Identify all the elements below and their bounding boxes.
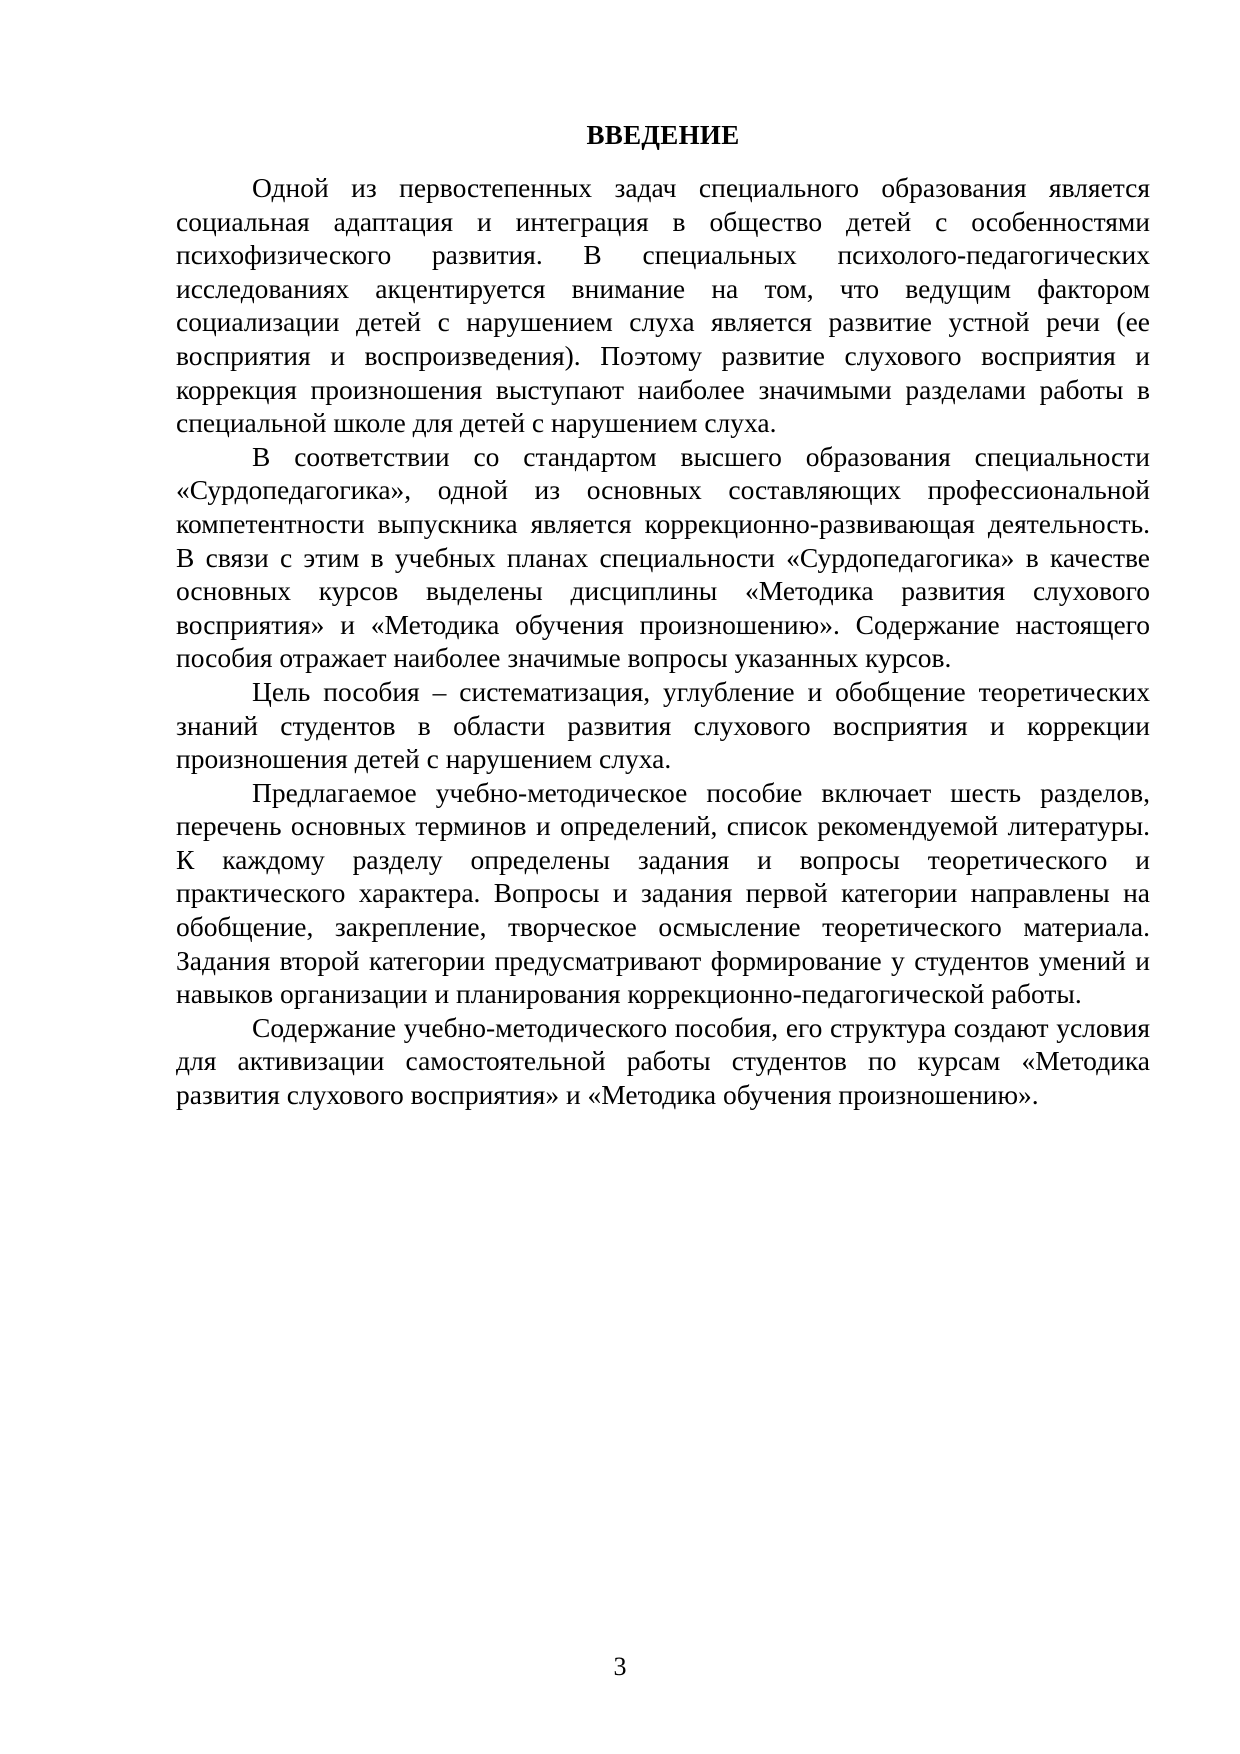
body-text (176, 171, 1150, 1112)
paragraph-5: Содержание учебно-методического пособия, его структура создают условия для активизации самостоятельной работы студентов по курсам «Методика развития слухового восприятия» и «Методика обучения произношению». (176, 1011, 1150, 1111)
paragraph-1: Одной из первостепенных задач специального образования является социальная адаптация и интеграция в общество детей с особенностями психофизического развития. В специальных психолого-педагогических исследованиях акцентируется внимание на том, что ведущим фактором социализации детей с нарушением слуха является развитие устной речи (ее восприятия и воспроизведения). Поэтому развитие слухового восприятия и коррекция произношения выступают наиболее значимыми разделами работы в специальной школе для детей с нарушением слуха. (176, 172, 1150, 439)
page-number: 3 (613, 1652, 627, 1681)
paragraph-3: Цель пособия – систематизация, углубление и обобщение теоретических знаний студентов в области развития слухового восприятия и коррекции произношения детей с нарушением слуха. (176, 675, 1150, 775)
section-title: ВВЕДЕНИЕ (586, 120, 740, 150)
paragraph-4: Предлагаемое учебно-методическое пособие включает шесть разделов, перечень основных терминов и определений, список рекомендуемой литературы. К каждому разделу определены задания и вопросы теоретического и практического характера. Вопросы и задания первой категории направлены на обобщение, закрепление, творческое осмысление теоретического материала. Задания второй категории предусматривают формирование у студентов умений и навыков организации и планирования коррекционно-педагогической работы. (176, 776, 1150, 1010)
paragraph-2: В соответствии со стандартом высшего образования специальности «Сурдопедагогика», одной из основных составляющих профессиональной компетентности выпускника является коррекционно-развивающая деятельность. В связи с этим в учебных планах специальности «Сурдопедагогика» в качестве основных курсов выделены дисциплины «Методика развития слухового восприятия» и «Методика обучения произношению». Содержание настоящего пособия отражает наиболее значимые вопросы указанных курсов. (176, 440, 1150, 674)
